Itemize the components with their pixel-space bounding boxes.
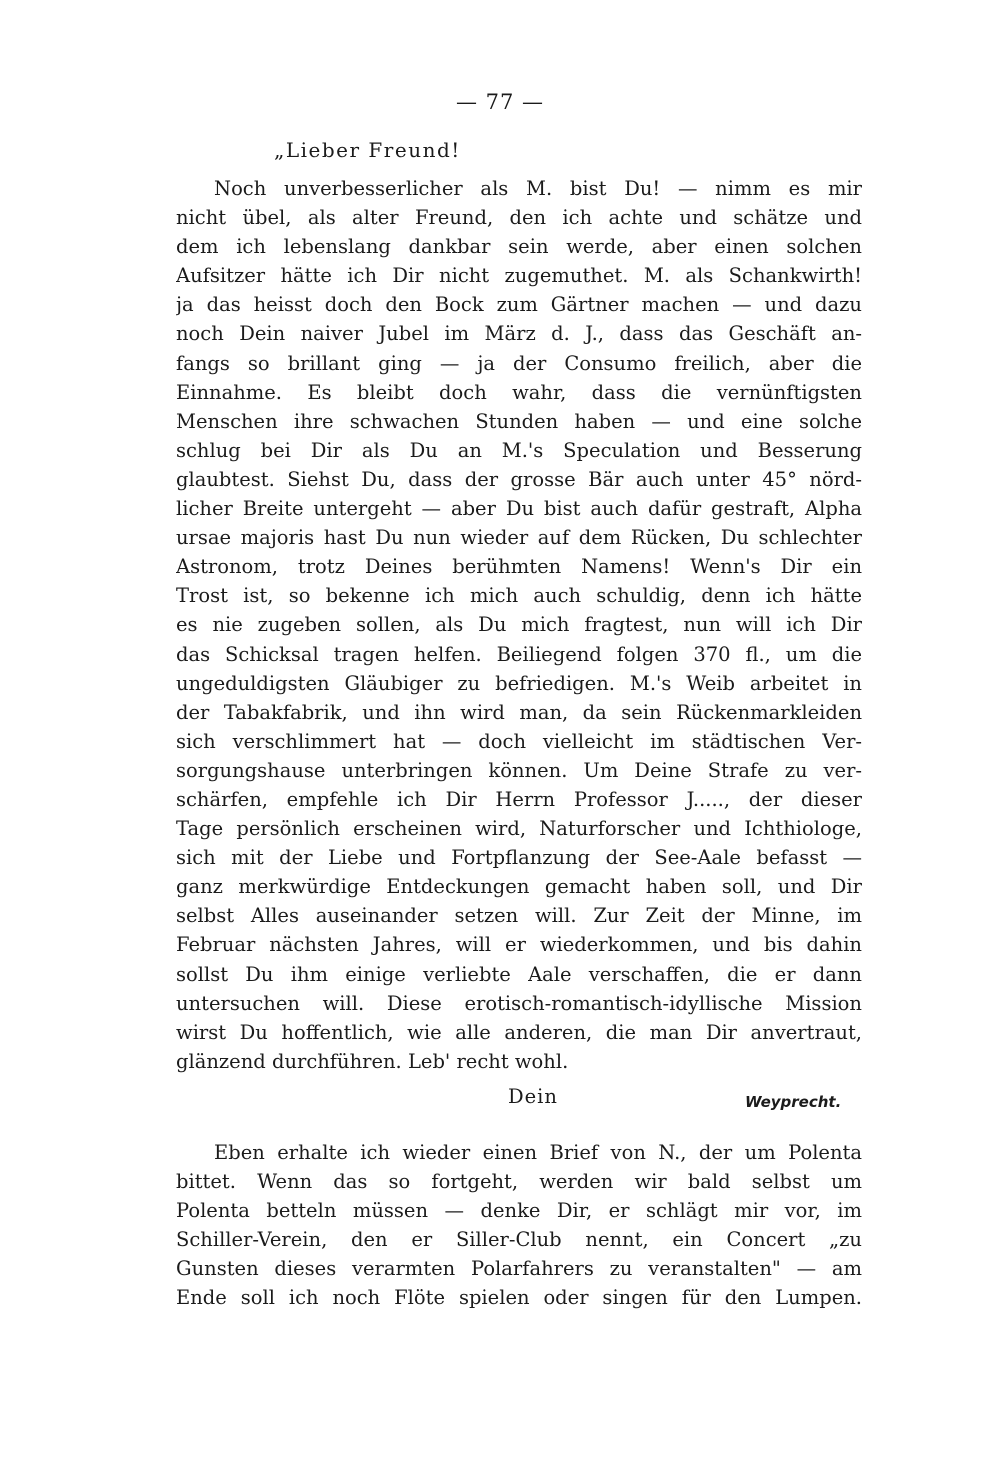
text-line: dem ich lebenslang dankbar sein werde, aber einen solchen [176,235,862,259]
text-line: ja das heisst doch den Bock zum Gärtner machen — und dazu [176,293,862,317]
postscript-paragraph [176,1138,862,1313]
text-line: Polenta betteln müssen — denke Dir, er schlägt mir vor, im [176,1199,862,1223]
text-line: Astronom, trotz Deines berühmten Namens! Wenn's Dir ein [176,555,862,579]
text-line: schärfen, empfehle ich Dir Herrn Professor J....., der dieser [176,787,862,811]
text-line: ursae majoris hast Du nun wieder auf dem Rücken, Du schlechter [176,526,862,550]
text-line: nicht übel, als alter Freund, den ich achte und schätze und [176,206,862,230]
text-line: Einnahme. Es bleibt doch wahr, dass die vernünftigsten [176,380,862,404]
text-line: sollst Du ihm einige verliebte Aale verschaffen, die er dann [176,962,862,986]
text-line: sich verschlimmert hat — doch vielleicht im städtischen Ver- [176,729,862,753]
text-line: Noch unverbesserlicher als M. bist Du! — nimm es mir [214,177,862,200]
text-line: das Schicksal tragen helfen. Beiliegend folgen 370 fl., um die [176,642,862,666]
text-line: Trost ist, so bekenne ich mich auch schuldig, denn ich hätte [176,584,862,608]
text-line: Ende soll ich noch Flöte spielen oder singen für den Lumpen. [176,1286,862,1310]
letter-signature: Weyprecht. [745,1093,842,1111]
letter-closing: Dein [508,1085,558,1108]
text-line: Menschen ihre schwachen Stunden haben — und eine solche [176,409,862,433]
text-line: ganz merkwürdige Entdeckungen gemacht haben soll, und Dir [176,875,862,899]
text-line: glaubtest. Siehst Du, dass der grosse Bär auch unter 45° nörd- [176,467,862,491]
text-line: Gunsten dieses verarmten Polarfahrers zu veranstalten" — am [176,1257,862,1281]
page-number: — 77 — [455,90,545,114]
text-line: Schiller-Verein, den er Siller-Club nennt, ein Concert „zu [176,1228,862,1252]
text-line: Eben erhalte ich wieder einen Brief von N., der um Polenta [214,1141,862,1164]
letter-salutation: „Lieber Freund! [274,138,461,162]
text-line: glänzend durchführen. Leb' recht wohl. [176,1049,569,1073]
text-line: Tage persönlich erscheinen wird, Naturforscher und Ichthiologe, [176,817,862,841]
letter-body [176,174,862,1076]
text-line: es nie zugeben sollen, als Du mich fragtest, nun will ich Dir [176,613,862,637]
text-line: fangs so brillant ging — ja der Consumo freilich, aber die [176,351,862,375]
text-line: selbst Alles auseinander setzen will. Zur Zeit der Minne, im [176,904,862,928]
text-line: bittet. Wenn das so fortgeht, werden wir bald selbst um [176,1170,862,1194]
text-line: noch Dein naiver Jubel im März d. J., dass das Geschäft an- [176,322,862,346]
text-line: sorgungshause unterbringen können. Um Deine Strafe zu ver- [176,758,862,782]
text-line: wirst Du hoffentlich, wie alle anderen, die man Dir anvertraut, [176,1020,862,1044]
text-line: sich mit der Liebe und Fortpflanzung der See-Aale befasst — [176,846,862,870]
text-line: Aufsitzer hätte ich Dir nicht zugemuthet. M. als Schankwirth! [176,264,862,288]
text-line: Februar nächsten Jahres, will er wiederkommen, und bis dahin [176,933,862,957]
text-line: licher Breite untergeht — aber Du bist auch dafür gestraft, Alpha [176,497,862,521]
text-line: ungeduldigsten Gläubiger zu befriedigen. M.'s Weib arbeitet in [176,671,862,695]
text-line: der Tabakfabrik, und ihn wird man, da sein Rückenmarkleiden [176,700,862,724]
text-line: untersuchen will. Diese erotisch-romantisch-idyllische Mission [176,991,862,1015]
text-line: schlug bei Dir als Du an M.'s Speculation und Besserung [176,438,862,462]
